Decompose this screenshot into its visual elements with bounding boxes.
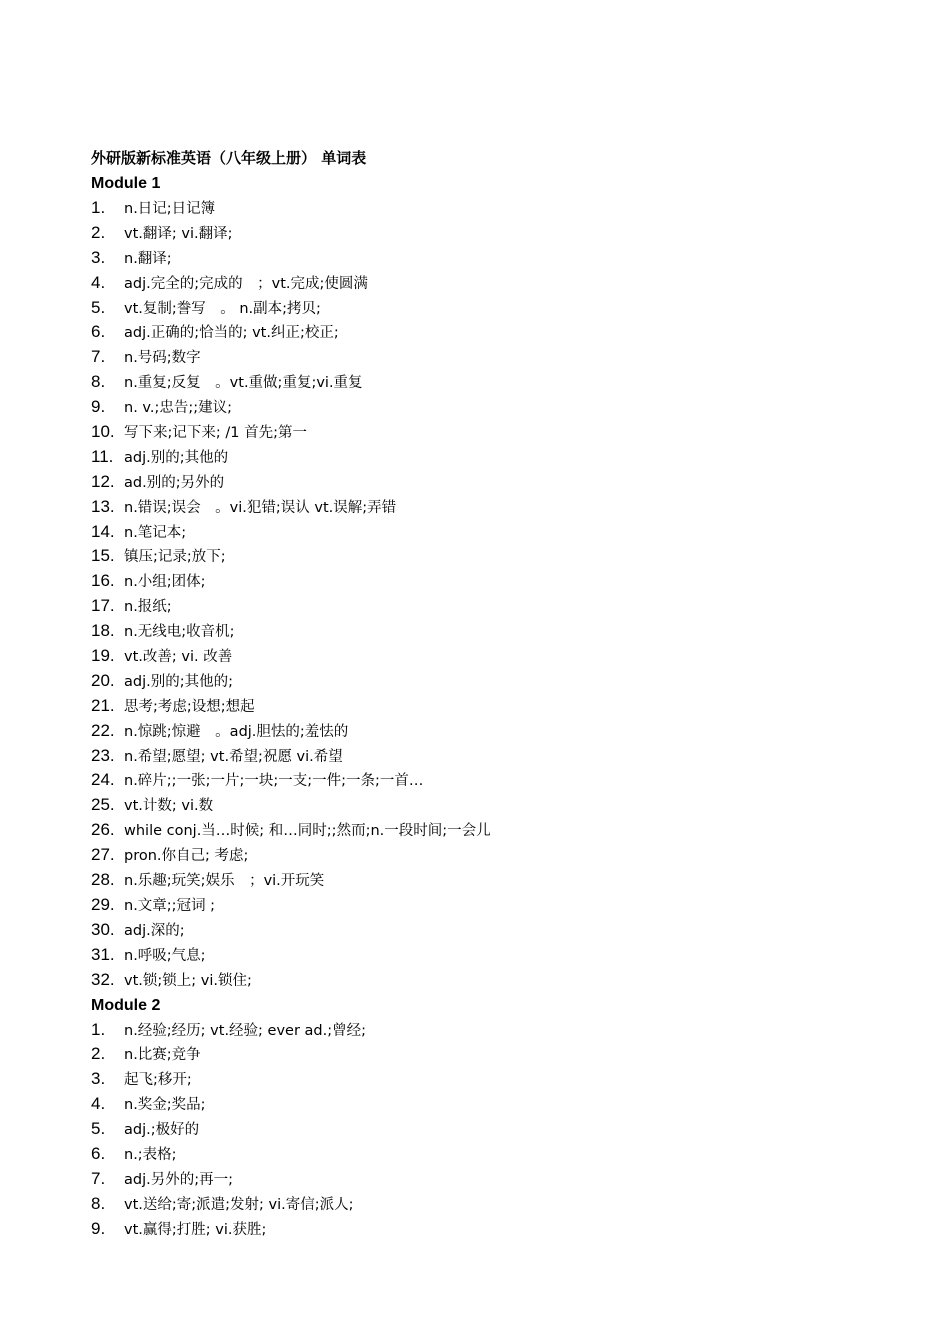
vocab-entry (91, 943, 911, 968)
vocab-entry (91, 1092, 911, 1117)
entry-number: 2. (91, 1044, 106, 1064)
entry-number: 23. (91, 745, 115, 765)
entry-number: 18. (91, 621, 115, 641)
entry-definition: n.经验;经历; vt.经验; ever ad.;曾经; (124, 1022, 367, 1039)
vocab-entry (91, 271, 911, 296)
vocab-entry (91, 370, 911, 395)
entry-number: 5. (91, 297, 106, 317)
entry-number: 3. (91, 247, 106, 267)
module-section (91, 171, 911, 993)
entry-definition: 起飞;移开; (124, 1072, 192, 1089)
vocab-entry (91, 1167, 911, 1192)
entry-definition: ad.别的;另外的 (124, 474, 225, 491)
entry-definition: n.日记;日记簿 (124, 201, 216, 217)
entry-definition: n.希望;愿望; vt.希望;祝愿 vi.希望 (124, 748, 343, 765)
entry-definition: n.小组;团体; (124, 574, 206, 591)
vocab-entry (91, 1042, 911, 1067)
entry-definition: n.碎片;;一张;一片;一块;一支;一件;一条;一首… (124, 773, 424, 790)
entry-definition: adj.另外的;再一; (124, 1171, 233, 1188)
entry-definition: adj.完全的;完成的 ；vt.完成;使圆满 (124, 275, 368, 292)
entry-number: 8. (91, 372, 106, 392)
vocab-entry (91, 843, 911, 868)
vocab-entry (91, 818, 911, 843)
entry-definition: vt.赢得;打胜; vi.获胜; (124, 1221, 267, 1238)
entry-definition: adj.别的;其他的 (124, 449, 229, 466)
entry-number: 9. (91, 397, 106, 417)
vocab-entry (91, 768, 911, 793)
vocab-entry (91, 1217, 911, 1242)
entry-definition: adj.别的;其他的; (124, 673, 233, 690)
vocab-entry (91, 1067, 911, 1092)
entry-number: 20. (91, 670, 115, 690)
entry-number: 17. (91, 596, 115, 616)
vocab-entry (91, 196, 911, 221)
entry-number: 12. (91, 471, 115, 491)
vocab-entry (91, 744, 911, 769)
entry-number: 11. (91, 446, 114, 466)
entry-number: 9. (91, 1218, 106, 1238)
entry-number: 15. (91, 546, 115, 566)
vocab-entry (91, 719, 911, 744)
vocab-entry (91, 544, 911, 569)
entry-definition: vt.送给;寄;派遣;发射; vi.寄信;派人; (124, 1196, 354, 1213)
entry-number: 32. (91, 969, 115, 989)
entry-definition: vt.改善; vi. 改善 (124, 649, 233, 666)
entry-definition: 镇压;记录;放下; (124, 549, 226, 566)
module-heading: Module 1 (91, 175, 161, 192)
entry-number: 27. (91, 845, 115, 865)
vocab-entry (91, 1117, 911, 1142)
vocab-entry (91, 644, 911, 669)
entry-definition: vt.翻译; vi.翻译; (124, 225, 233, 242)
vocab-entry (91, 470, 911, 495)
entry-number: 6. (91, 1143, 106, 1163)
entry-number: 29. (91, 894, 115, 914)
entry-definition: n.文章;;冠词 ; (124, 897, 216, 914)
entry-number: 16. (91, 571, 115, 591)
entry-number: 1. (91, 1019, 106, 1039)
vocab-entry (91, 221, 911, 246)
module-list (91, 171, 911, 1242)
vocab-entry (91, 1192, 911, 1217)
vocab-entry (91, 793, 911, 818)
vocab-entry (91, 569, 911, 594)
entry-definition: n.惊跳;惊避 。adj.胆怯的;羞怯的 (124, 723, 349, 740)
vocab-entry (91, 669, 911, 694)
vocab-entry (91, 420, 911, 445)
entry-definition: vt.计数; vi.数 (124, 798, 214, 815)
entry-number: 4. (91, 1094, 106, 1114)
vocab-entry (91, 694, 911, 719)
entry-definition: n.;表格; (124, 1146, 177, 1163)
entry-number: 14. (91, 521, 115, 541)
entry-definition: 思考;考虑;设想;想起 (124, 698, 255, 715)
vocab-entry (91, 868, 911, 893)
entry-definition: n.奖金;奖品; (124, 1097, 206, 1114)
entry-number: 6. (91, 322, 106, 342)
entry-number: 1. (91, 198, 106, 217)
entry-number: 7. (91, 1168, 106, 1188)
vocab-entry (91, 893, 911, 918)
vocab-entry (91, 345, 911, 370)
vocab-entry (91, 320, 911, 345)
module-heading: Module 2 (91, 996, 161, 1014)
entry-number: 24. (91, 770, 115, 790)
entry-number: 7. (91, 347, 106, 367)
vocab-entry (91, 594, 911, 619)
entry-number: 21. (91, 695, 115, 715)
entry-definition: adj.;极好的 (124, 1122, 200, 1139)
module-section (91, 993, 911, 1242)
vocab-entry (91, 520, 911, 545)
entry-definition: n. v.;忠告;;建议; (124, 400, 233, 417)
entry-definition: while conj.当…时候; 和…同时;;然而;n.一段时间;一会儿 (124, 823, 491, 840)
vocab-entry (91, 918, 911, 943)
entry-definition: n.报纸; (124, 599, 172, 616)
entry-definition: pron.你自己; 考虑; (124, 848, 249, 865)
document-page (91, 146, 911, 1242)
entry-definition: n.笔记本; (124, 524, 187, 541)
entry-number: 22. (91, 720, 115, 740)
vocab-entry (91, 495, 911, 520)
entry-definition: 写下来;记下来; /1 首先;第一 (124, 425, 307, 442)
entry-number: 19. (91, 646, 115, 666)
entry-definition: n.号码;数字 (124, 350, 201, 367)
vocab-entry (91, 246, 911, 271)
entry-number: 30. (91, 919, 115, 939)
entry-number: 2. (91, 222, 106, 242)
entry-definition: n.错误;误会 。vi.犯错;误认 vt.误解;弄错 (124, 499, 397, 516)
document-title: 外研版新标准英语（八年级上册） 单词表 (91, 149, 367, 167)
entry-number: 26. (91, 820, 115, 840)
entry-definition: adj.正确的;恰当的; vt.纠正;校正; (124, 325, 339, 342)
entry-number: 31. (91, 944, 115, 964)
entry-number: 10. (91, 422, 115, 442)
entry-number: 5. (91, 1119, 106, 1139)
entry-number: 28. (91, 870, 115, 890)
vocab-entry (91, 445, 911, 470)
entry-definition: n.翻译; (124, 250, 172, 267)
entry-definition: vt.锁;锁上; vi.锁住; (124, 972, 252, 989)
vocab-entry (91, 619, 911, 644)
entry-definition: n.重复;反复 。vt.重做;重复;vi.重复 (124, 375, 363, 392)
vocab-entry (91, 395, 911, 420)
entry-definition: n.乐趣;玩笑;娱乐 ；vi.开玩笑 (124, 873, 325, 890)
entry-number: 4. (91, 272, 106, 292)
entry-definition: n.比赛;竞争 (124, 1047, 201, 1064)
vocab-entry (91, 1018, 911, 1043)
entry-definition: vt.复制;誊写 。 n.副本;拷贝; (124, 300, 321, 317)
entry-number: 25. (91, 795, 115, 815)
vocab-entry (91, 296, 911, 321)
entry-number: 8. (91, 1193, 106, 1213)
vocab-entry (91, 968, 911, 993)
entry-definition: adj.深的; (124, 922, 185, 939)
entry-number: 3. (91, 1069, 106, 1089)
entry-definition: n.呼吸;气息; (124, 947, 206, 964)
vocab-entry (91, 1142, 911, 1167)
entry-number: 13. (91, 496, 115, 516)
entry-definition: n.无线电;收音机; (124, 624, 235, 641)
